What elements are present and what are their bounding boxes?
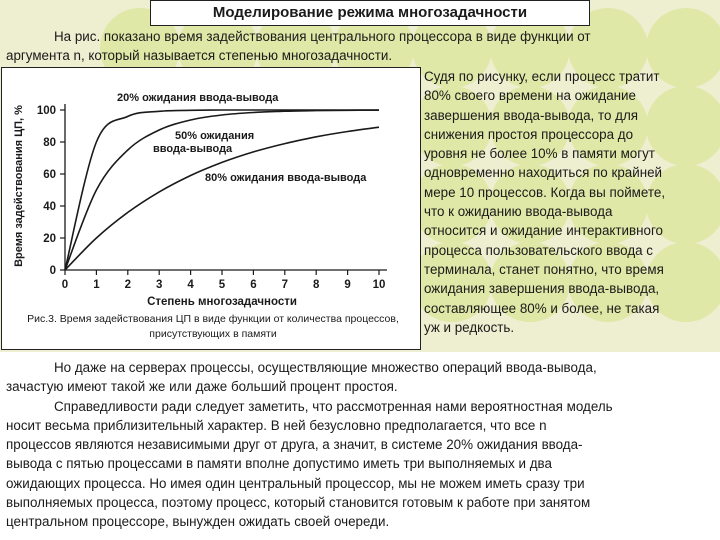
x-tick-label: 9	[344, 279, 351, 291]
caption-line: присутствующих в памяти	[149, 328, 277, 340]
x-axis-title: Степень многозадачности	[147, 296, 297, 308]
x-tick-label: 7	[281, 279, 289, 291]
body-line: вывода с пятью процессами в памяти вполне допустимо иметь три выполняемых и два	[6, 456, 552, 472]
x-tick-label: 3	[155, 279, 163, 291]
side-line: уж и редкость.	[424, 319, 515, 335]
figure-caption	[6, 312, 420, 342]
series-label: 20% ожидания ввода-вывода	[117, 92, 279, 104]
intro-line: аргумента n, который называется степенью многозадачности.	[6, 48, 393, 64]
body-line: носит весьма приблизительный характер. В ней безусловно предполагается, что все n	[6, 417, 547, 433]
body-line: ожидающих процесса. Но имея один центральный процессор, мы не можем иметь сразу три	[6, 475, 585, 491]
y-tick-label: 0	[49, 265, 56, 277]
side-paragraph	[424, 67, 720, 337]
x-tick-label: 10	[372, 279, 386, 291]
y-axis-title: Время задействования ЦП, %	[13, 105, 25, 267]
caption-line: Рис.3. Время задействования ЦП в виде функции от количества процессов,	[27, 313, 399, 325]
x-tick-label: 0	[61, 279, 69, 291]
y-tick-label: 60	[43, 169, 56, 181]
x-tick-label: 2	[124, 279, 132, 291]
side-line: составляющее 80% и более, не такая	[424, 300, 660, 316]
side-line: одновременно находиться по крайней	[424, 165, 663, 181]
side-line: процесса пользовательского ввода с	[424, 242, 654, 258]
y-tick-label: 20	[43, 233, 56, 245]
series-label: 50% ожидания	[175, 130, 255, 142]
body-line: центральном процессоре, вынужден ожидать своей очереди.	[6, 514, 390, 530]
intro-line: На рис. показано время задействования центрального процессора в виде функции от	[54, 29, 591, 44]
side-line: уровня не более 10% в памяти могут	[424, 146, 655, 162]
cpu-utilization-chart	[2, 68, 420, 308]
bottom-paragraphs	[6, 358, 718, 532]
x-tick-label: 1	[93, 279, 100, 291]
y-tick-label: 100	[36, 105, 56, 117]
side-line: мере 10 процессов. Когда вы поймете,	[424, 184, 666, 200]
side-line: снижения простоя процессора до	[424, 126, 634, 142]
series-label: 80% ожидания ввода-вывода	[205, 172, 367, 184]
intro-paragraph	[6, 27, 718, 66]
side-line: терминала, станет понятно, что время	[424, 261, 664, 277]
side-line: Судя по рисунку, если процесс тратит	[424, 69, 660, 84]
side-line: ожидания завершения ввода-вывода,	[424, 281, 660, 297]
slide-title: Моделирование режима многозадачности	[150, 0, 590, 26]
side-line: 80% своего времени на ожидание	[424, 88, 636, 104]
y-tick-label: 80	[43, 137, 56, 149]
x-tick-label: 5	[218, 279, 226, 291]
side-line: относится и ожидание интерактивного	[424, 223, 664, 239]
x-tick-label: 4	[187, 279, 194, 291]
series-label: ввода-вывода	[153, 143, 233, 155]
x-tick-label: 8	[312, 279, 320, 291]
x-tick-label: 6	[250, 279, 257, 291]
figure-panel	[1, 67, 421, 350]
side-line: завершения ввода-вывода, то для	[424, 107, 639, 123]
y-tick-label: 40	[43, 201, 56, 213]
body-line: выполняемых процесса, поэтому процесс, который становится готовым к работе при занятом	[6, 495, 591, 511]
side-line: что к ожиданию ввода-вывода	[424, 204, 613, 220]
body-line: зачастую имеют такой же или даже больший процент простоя.	[6, 379, 398, 395]
body-line: Но даже на серверах процессы, осуществляющие множество операций ввода-вывода,	[54, 360, 597, 375]
body-line: Справедливости ради следует заметить, что рассмотренная нами вероятностная модель	[54, 398, 613, 414]
body-line: процессов являются независимыми друг от друга, а значит, в системе 20% ожидания ввода-	[6, 437, 583, 453]
